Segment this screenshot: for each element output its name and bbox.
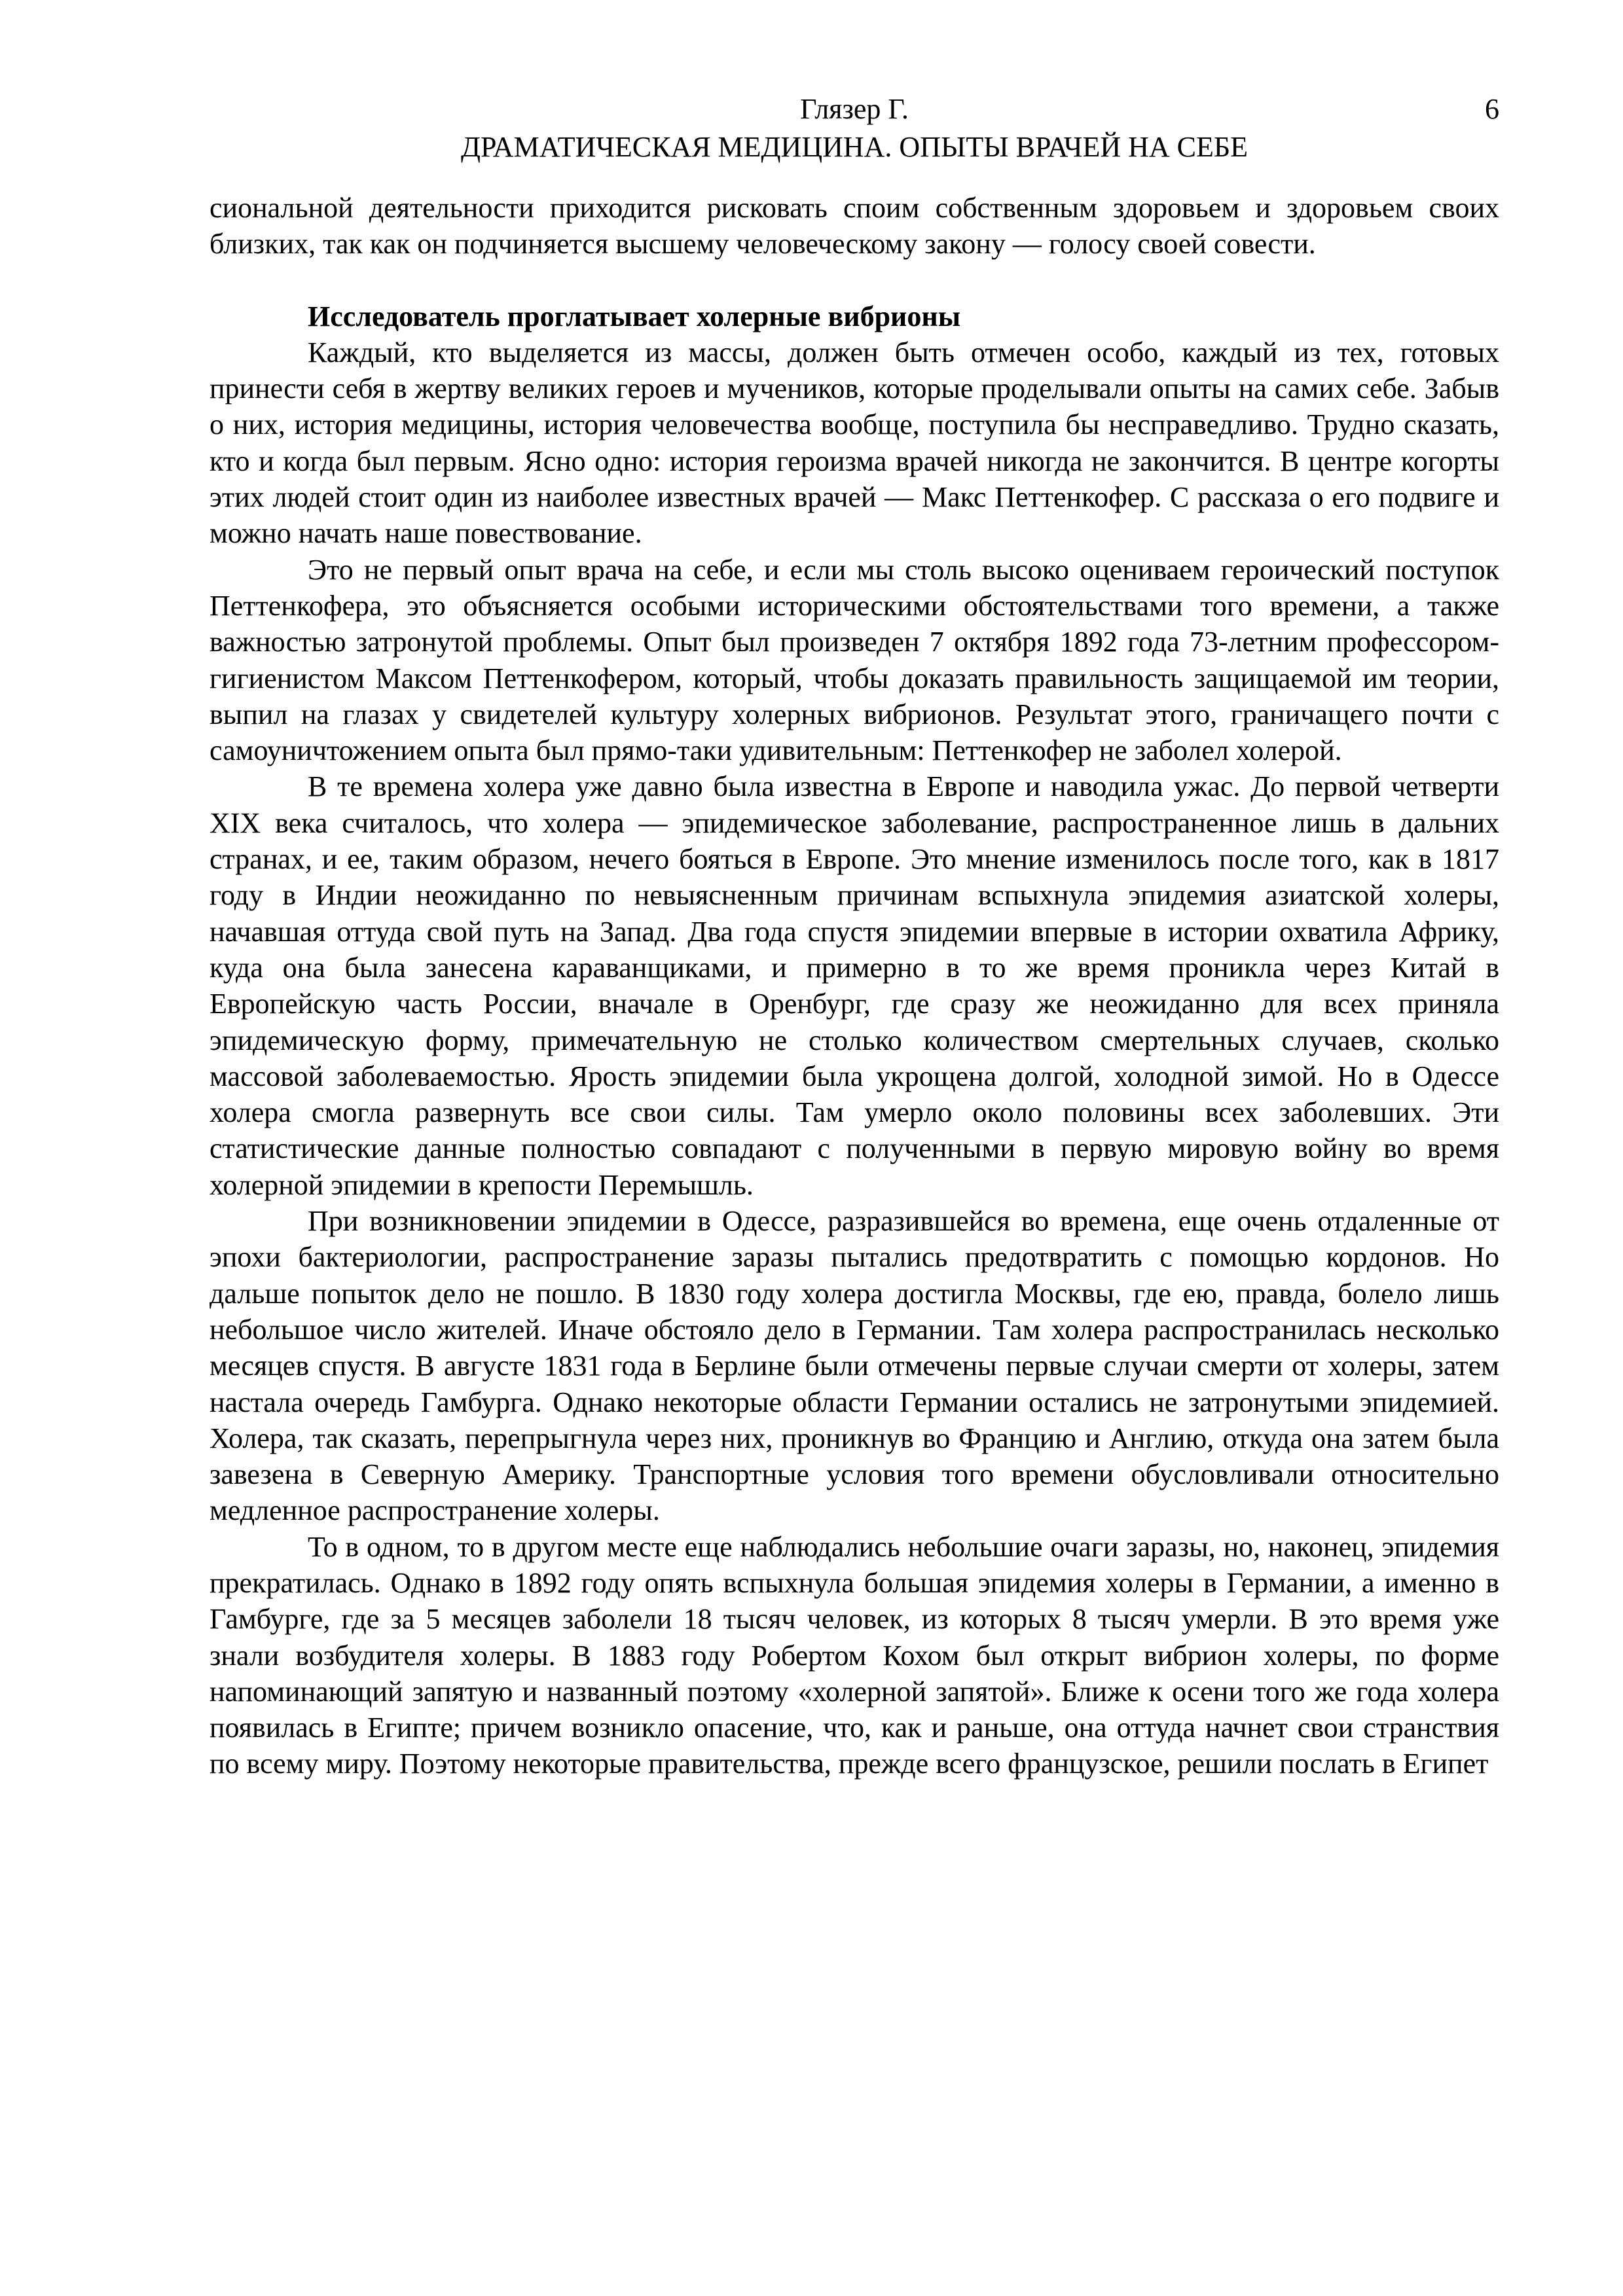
page-header: [210, 90, 1499, 166]
page-number: 6: [1485, 93, 1499, 125]
section-heading: Исследователь проглатывает холерные вибрионы: [308, 300, 961, 332]
header-title: ДРАМАТИЧЕСКАЯ МЕДИЦИНА. ОПЫТЫ ВРАЧЕЙ НА СЕБЕ: [460, 131, 1249, 163]
intro-paragraph: сиональной деятельности приходится рисковать споим собственным здоровьем и здоровьем своих близких, так как он подчиняется высшему человеческому закону — голосу своей совести.: [210, 192, 1499, 260]
body-text: [210, 190, 1499, 1782]
header-author: Глязер Г.: [800, 93, 909, 125]
paragraph-4: При возникновении эпидемии в Одессе, разразившейся во времена, еще очень отдаленные от эпохи бактериологии, распространение заразы пытались предотвратить с помощью кордонов. Но дальше попыток дело не пошло. В 1830 году холера достигла Москвы, где ею, правда, болело лишь небольшое число жителей. Иначе обстояло дело в Германии. Там холера распространилась несколько месяцев спустя. В августе 1831 года в Берлине были отмечены первые случаи смерти от холеры, затем настала очередь Гамбурга. Однако некоторые области Германии остались не затронутыми эпидемией. Холера, так сказать, перепрыгнула через них, проникнув во Францию и Англию, откуда она затем была завезена в Северную Америку. Транспортные условия того времени обусловливали относительно медленное распространение холеры.: [210, 1205, 1499, 1527]
paragraph-1: Каждый, кто выделяется из массы, должен быть отмечен особо, каждый из тех, готовых принести себя в жертву великих героев и мучеников, которые проделывали опыты на самих себе. Забыв о них, история медицины, история человечества вообще, поступила бы несправедливо. Трудно сказать, кто и когда был первым. Ясно одно: история героизма врачей никогда не закончится. В центре когорты этих людей стоит один из наиболее известных врачей — Макс Петтенкофер. С рассказа о его подвиге и можно начать наше повествование.: [210, 336, 1499, 550]
paragraph-3: В те времена холера уже давно была известна в Европе и наводила ужас. До первой четверти XIX века считалось, что холера — эпидемическое заболевание, распространенное лишь в дальних странах, и ее, таким образом, нечего бояться в Европе. Это мнение изменилось после того, как в 1817 году в Индии неожиданно по невыясненным причинам вспыхнула эпидемия азиатской холеры, начавшая оттуда свой путь на Запад. Два года спустя эпидемии впервые в истории охватила Африку, куда она была занесена караванщиками, и примерно в то же время проникла через Китай в Европейскую часть России, вначале в Оренбург, где сразу же неожиданно для всех приняла эпидемическую форму, примечательную не столько количеством смертельных случаев, сколько массовой заболеваемостью. Ярость эпидемии была укрощена долгой, холодной зимой. Но в Одессе холера смогла развернуть все свои силы. Там умерло около половины всех заболевших. Эти статистические данные полностью совпадают с полученными в первую мировую войну во время холерной эпидемии в крепости Перемышль.: [210, 770, 1499, 1201]
paragraph-5: То в одном, то в другом месте еще наблюдались небольшие очаги заразы, но, наконец, эпидемия прекратилась. Однако в 1892 году опять вспыхнула большая эпидемия холеры в Германии, а именно в Гамбурге, где за 5 месяцев заболели 18 тысяч человек, из которых 8 тысяч умерли. В это время уже знали возбудителя холеры. В 1883 году Робертом Кохом был открыт вибрион холеры, по форме напоминающий запятую и названный поэтому «холерной запятой». Ближе к осени того же года холера появилась в Египте; причем возникло опасение, что, как и раньше, она оттуда начнет свои странствия по всему миру. Поэтому некоторые правительства, прежде всего французское, решили послать в Египет: [210, 1530, 1499, 1780]
paragraph-2: Это не первый опыт врача на себе, и если мы столь высоко оцениваем героический поступок Петтенкофера, это объясняется особыми историческими обстоятельствами того времени, а также важностью затронутой проблемы. Опыт был произведен 7 октября 1892 года 73-летним профессором-гигиенистом Максом Петтенкофером, который, чтобы доказать правильность защищаемой им теории, выпил на глазах у свидетелей культуру холерных вибрионов. Результат этого, граничащего почти с самоуничтожением опыта был прямо-таки удивительным: Петтенкофер не заболел холерой.: [210, 553, 1499, 767]
